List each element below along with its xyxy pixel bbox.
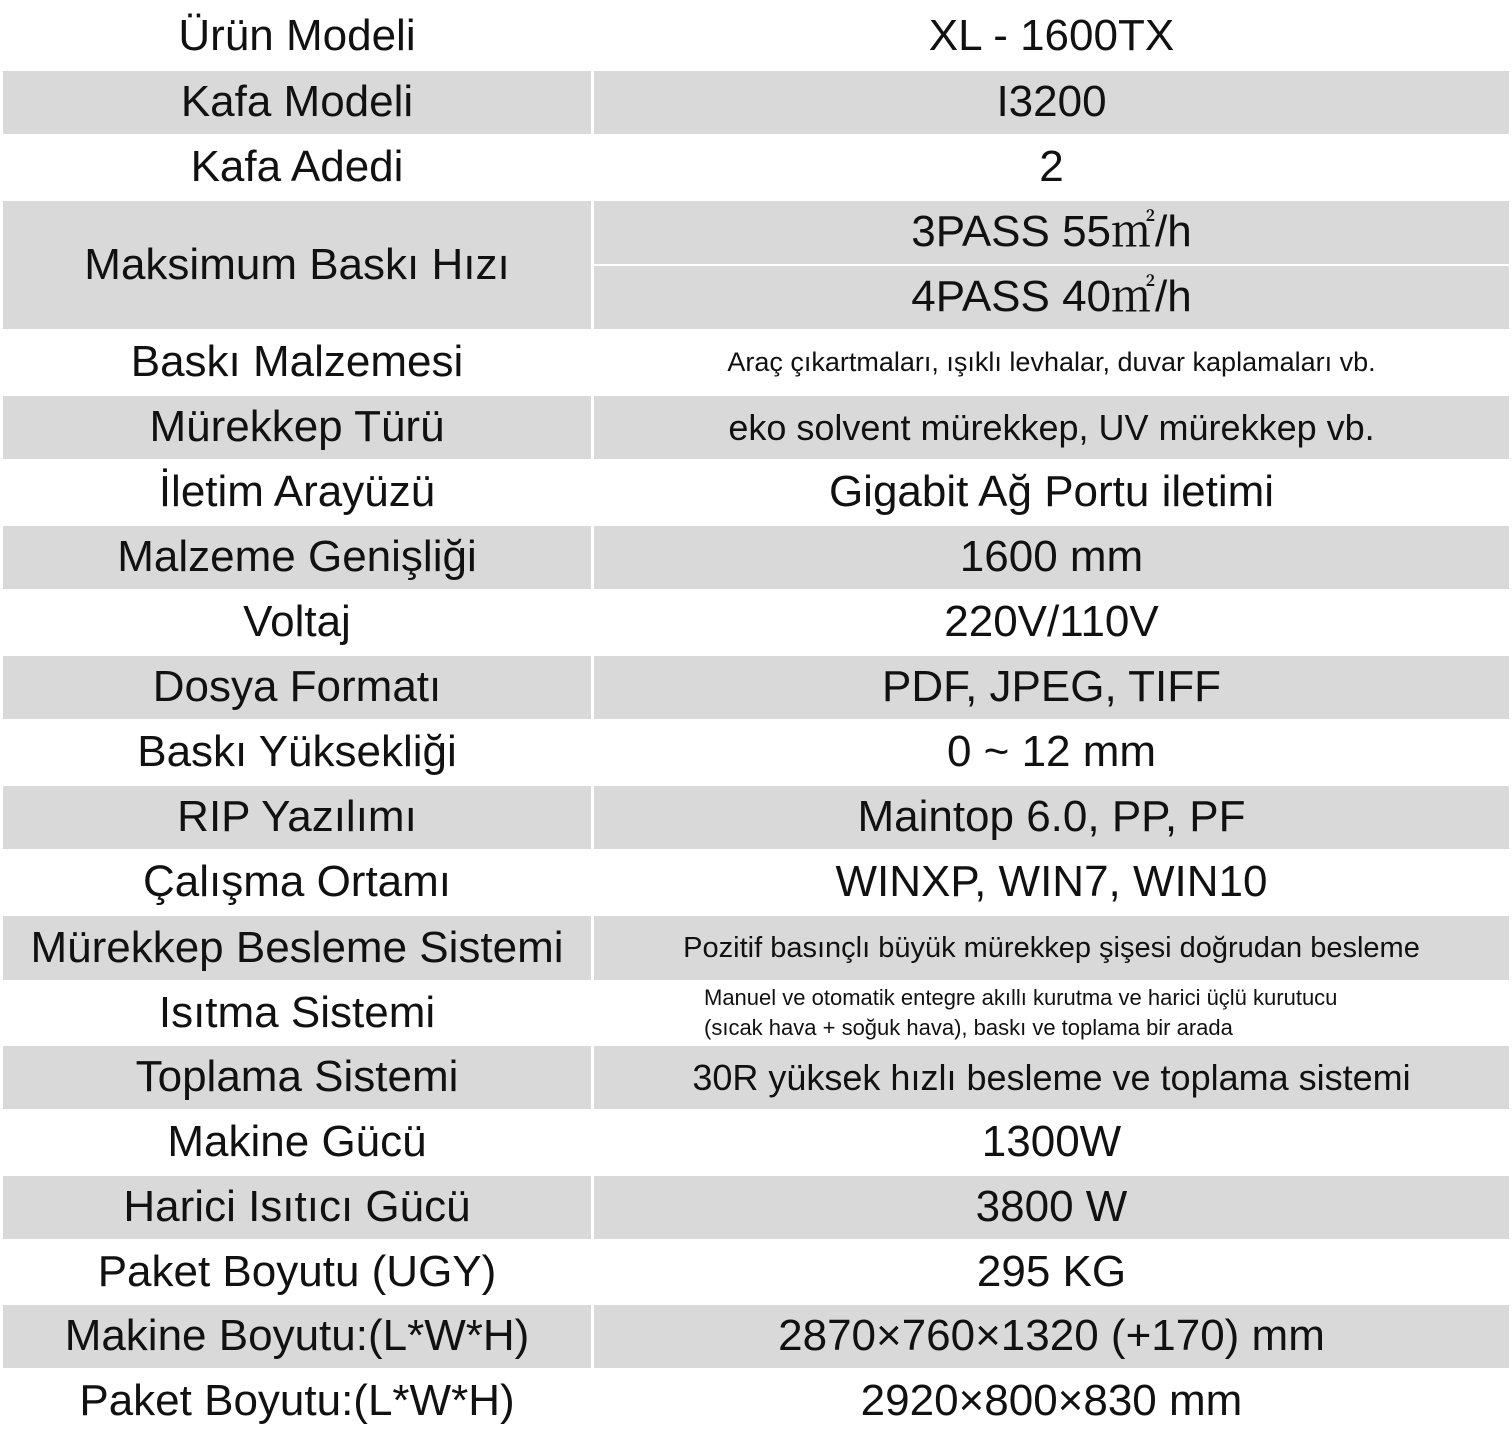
spec-value: [593, 981, 1510, 1045]
spec-label: Harici Isıtıcı Gücü: [3, 1175, 593, 1240]
spec-label: Voltaj: [3, 590, 593, 655]
spec-value: PDF, JPEG, TIFF: [593, 655, 1510, 720]
table-row: [3, 460, 1509, 525]
table-row: [3, 590, 1509, 655]
spec-label: Paket Boyutu:(L*W*H): [3, 1369, 593, 1433]
spec-value: 220V/110V: [593, 590, 1510, 655]
spec-value: Gigabit Ağ Portu iletimi: [593, 460, 1510, 525]
spec-label: Çalışma Ortamı: [3, 850, 593, 915]
table-row: [3, 915, 1509, 981]
spec-value: I3200: [593, 70, 1510, 135]
spec-value: Pozitif basınçlı büyük mürekkep şişesi doğrudan besleme: [593, 915, 1510, 981]
spec-label: Baskı Malzemesi: [3, 330, 593, 395]
spec-value-line: Manuel ve otomatik entegre akıllı kurutma ve harici üçlü kurutucu: [704, 985, 1338, 1011]
spec-value: 2920×800×830 mm: [593, 1369, 1510, 1433]
spec-value-line: (sıcak hava + soğuk hava), baskı ve toplama bir arada: [704, 1015, 1233, 1040]
table-row: [3, 330, 1509, 395]
table-row: [3, 395, 1509, 460]
spec-label: Makine Boyutu:(L*W*H): [3, 1304, 593, 1369]
spec-value: 2: [593, 135, 1510, 200]
spec-value: 295 KG: [593, 1240, 1510, 1304]
spec-label: Maksimum Baskı Hızı: [3, 200, 593, 330]
table-row: [3, 981, 1509, 1045]
table-row: [3, 4, 1509, 70]
spec-value: WINXP, WIN7, WIN10: [593, 850, 1510, 915]
spec-value: 30R yüksek hızlı besleme ve toplama sistemi: [593, 1045, 1510, 1110]
spec-value: 3PASS 55㎡/h: [593, 200, 1510, 265]
table-row: [3, 1369, 1509, 1433]
table-row: [3, 655, 1509, 720]
spec-value: Araç çıkartmaları, ışıklı levhalar, duvar kaplamaları vb.: [593, 330, 1510, 395]
spec-label: Ürün Modeli: [3, 4, 593, 70]
table-row: [3, 785, 1509, 850]
table-row: [3, 70, 1509, 135]
table-row: [3, 1175, 1509, 1240]
spec-value: 4PASS 40㎡/h: [593, 265, 1510, 330]
table-row: [3, 1110, 1509, 1175]
spec-label: RIP Yazılımı: [3, 785, 593, 850]
table-row: [3, 135, 1509, 200]
spec-label: Mürekkep Türü: [3, 395, 593, 460]
table-row: [3, 525, 1509, 590]
spec-value: 2870×760×1320 (+170) mm: [593, 1304, 1510, 1369]
spec-value: 1300W: [593, 1110, 1510, 1175]
table-row: [3, 200, 1509, 265]
spec-label: Dosya Formatı: [3, 655, 593, 720]
table-row: [3, 720, 1509, 785]
spec-value: 1600 mm: [593, 525, 1510, 590]
spec-label: Kafa Adedi: [3, 135, 593, 200]
spec-label: Mürekkep Besleme Sistemi: [3, 915, 593, 981]
table-row: [3, 1240, 1509, 1304]
spec-table: [3, 4, 1509, 1434]
spec-label: Isıtma Sistemi: [3, 981, 593, 1045]
spec-value: eko solvent mürekkep, UV mürekkep vb.: [593, 395, 1510, 460]
spec-value: 0 ~ 12 mm: [593, 720, 1510, 785]
table-row: [3, 850, 1509, 915]
spec-value: 3800 W: [593, 1175, 1510, 1240]
spec-label: Baskı Yüksekliği: [3, 720, 593, 785]
table-row: [3, 1304, 1509, 1369]
spec-value: XL - 1600TX: [593, 4, 1510, 70]
spec-value: Maintop 6.0, PP, PF: [593, 785, 1510, 850]
table-row: [3, 1045, 1509, 1110]
spec-label: Toplama Sistemi: [3, 1045, 593, 1110]
spec-label: Kafa Modeli: [3, 70, 593, 135]
spec-label: Paket Boyutu (UGY): [3, 1240, 593, 1304]
spec-label: Makine Gücü: [3, 1110, 593, 1175]
spec-label: Malzeme Genişliği: [3, 525, 593, 590]
spec-label: İletim Arayüzü: [3, 460, 593, 525]
